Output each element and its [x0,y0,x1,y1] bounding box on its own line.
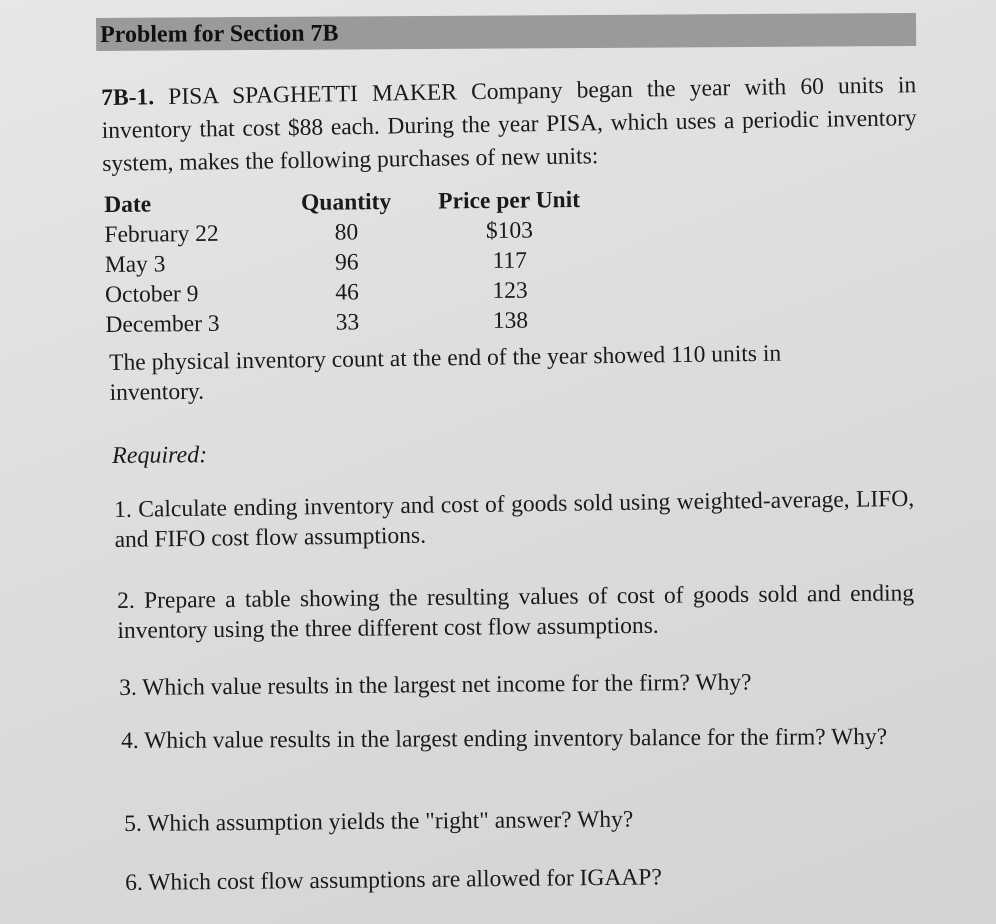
row-quantity: 46 [335,279,359,306]
question-2: 2. Prepare a table showing the resulting values of cost of goods sold and ending inventory using the three different cost flow assumptions. [117,580,915,644]
row-date: October 9 [104,281,199,308]
question-3: 3. Which value results in the largest net income for the firm? Why? [119,669,752,701]
header-quantity: Quantity [300,188,392,216]
row-price: 123 [492,277,528,304]
row-price: $103 [485,217,534,245]
row-price: 138 [492,307,529,334]
problem-label: 7B-1. [101,84,155,111]
problem-text: PISA SPAGHETTI MAKER Company began the year with 60 units in inventory that cost $88 each. During the year PISA, which uses a periodic inventory system, makes the following purchases of new units: [101,72,917,177]
question-4: 4. Which value results in the largest ending inventory balance for the firm? Why? [121,723,888,754]
purchases-table [104,185,626,340]
row-quantity: 80 [334,219,359,246]
section-title: Problem for Section 7B [100,20,339,48]
problem-statement [101,69,917,181]
row-date: December 3 [105,310,220,338]
row-quantity: 33 [335,309,360,336]
row-price: 117 [492,247,528,274]
question-6: 6. Which cost flow assumptions are allowed for IGAAP? [125,864,662,896]
inventory-count-text: The physical inventory count at the end of the year showed 110 units in inventory. [109,340,782,406]
question-5: 5. Which assumption yields the "right" answer? Why? [124,806,634,837]
header-date: Date [104,191,152,218]
required-label: Required: [112,442,208,469]
section-header-bar [96,13,916,51]
row-date: February 22 [104,220,219,248]
header-price: Price per Unit [438,187,581,215]
question-1: 1. Calculate ending inventory and cost of goods sold using weighted-average, LIFO, and FIFO cost flow assumptions. [114,485,915,553]
table-row [105,305,625,340]
row-date: May 3 [104,251,166,278]
row-quantity: 96 [334,249,359,276]
